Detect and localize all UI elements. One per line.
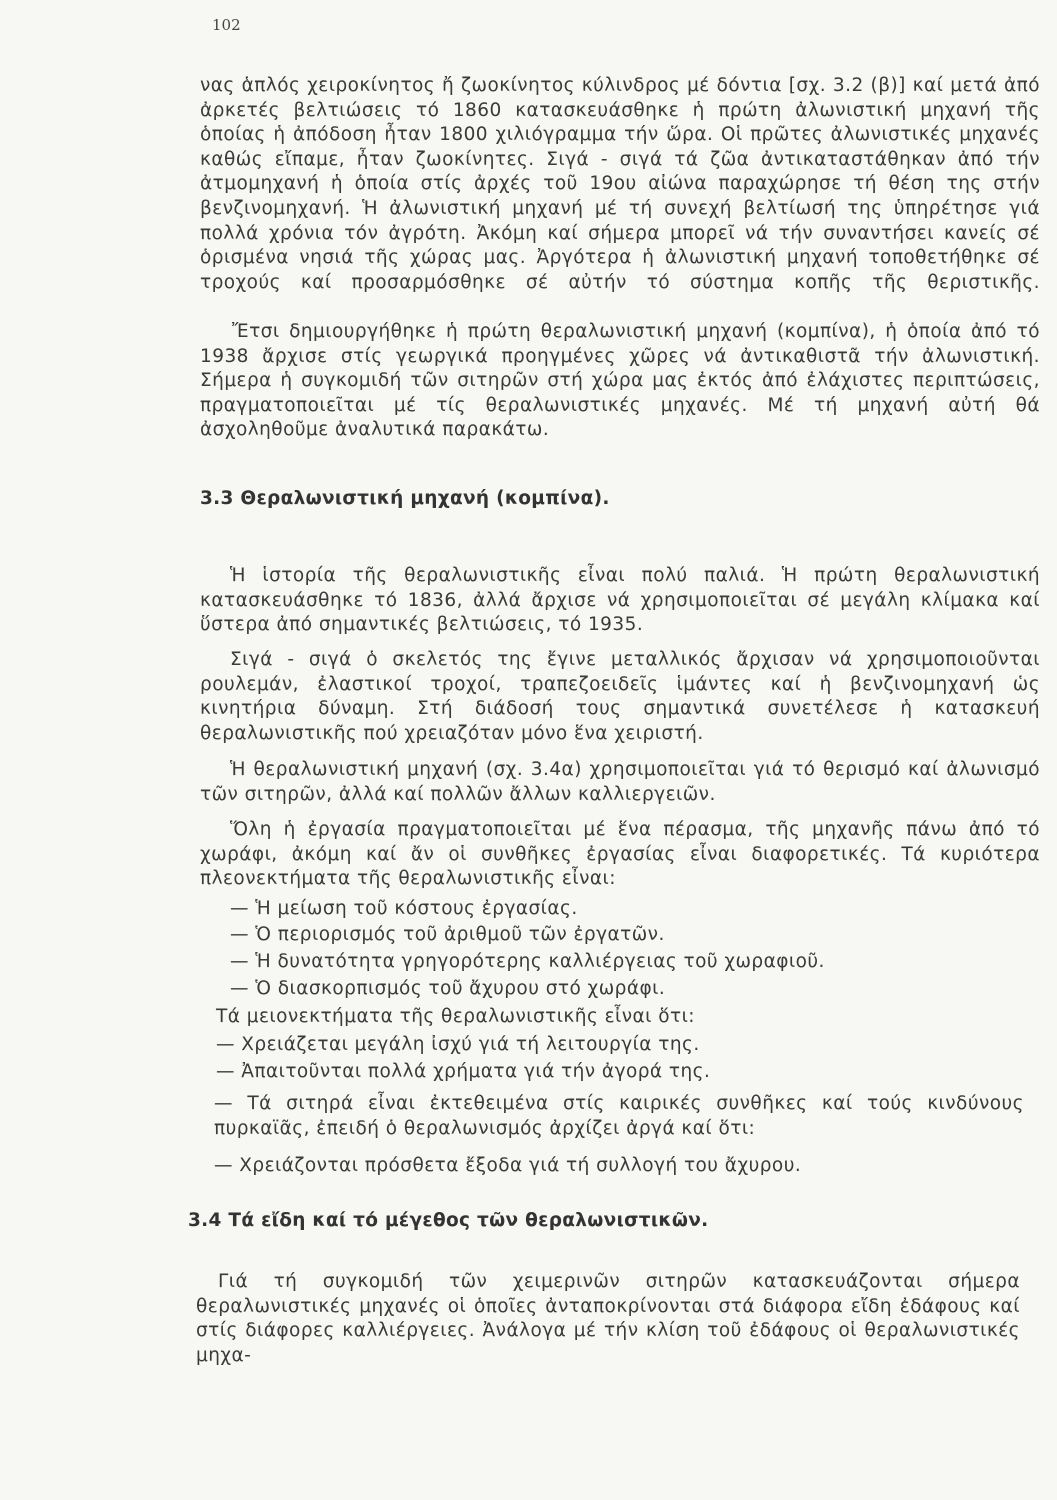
intro-paragraph-block [200,74,1040,295]
disadvantage-item-3-block [214,1092,1024,1141]
section-3-4-p1-block [196,1270,1020,1368]
disadvantages-intro: Τά μειονεκτήματα τῆς θεραλωνιστικῆς εἶναι ὅτι: [216,1006,695,1027]
advantage-item: — Ὁ περιορισμός τοῦ ἀριθμοῦ τῶν ἐργατῶν. [230,924,665,945]
disadvantage-item: — Χρειάζονται πρόσθετα ἔξοδα γιά τή συλλογή του ἄχυρου. [214,1155,802,1176]
section-3-4-paragraph-1: Γιά τή συγκομιδή τῶν χειμερινῶν σιτηρῶν κατασκευάζονται σήμερα θεραλωνιστικές μηχανές οἱ ὁποῖες ἀνταποκρίνονται στά διάφορα εἴδη ἐδάφους καί στίς διάφορες καλλιέργειες. Ἀνάλογα μέ τήν κλίση τοῦ ἐδάφους οἱ θεραλωνιστικές μηχα- [196,1271,1020,1366]
section-3-3-heading: 3.3 Θεραλωνιστική μηχανή (κομπίνα). [200,488,610,509]
second-paragraph: Ἔτσι δημιουργήθηκε ἡ πρώτη θεραλωνιστική μηχανή (κομπίνα), ἡ ὁποία ἀπό τό 1938 ἄρχισε στίς γεωργικά προηγμένες χῶρες νά ἀντικαθιστᾶ τήν ἀλωνιστική. Σήμερα ἡ συγκομιδή τῶν σιτηρῶν στή χώρα μας ἐκτός ἀπό ἐλάχιστες περιπτώσεις, πραγματοποιεῖται μέ τίς θεραλωνιστικές μηχανές. Μέ τή μηχανή αὐτή θά ἀσχοληθοῦμε ἀναλυτικά παρακάτω. [200,321,1040,441]
advantage-item: — Ὁ διασκορπισμός τοῦ ἄχυρου στό χωράφι. [230,978,666,999]
advantage-item: — Ἡ μείωση τοῦ κόστους ἐργασίας. [230,898,578,919]
section-3-3-p3-block [200,758,1040,807]
disadvantage-item: — Χρειάζεται μεγάλη ἰσχύ γιά τή λειτουργία της. [216,1034,700,1055]
disadvantage-item: — Τά σιτηρά εἶναι ἐκτεθειμένα στίς καιρικές συνθῆκες καί τούς κινδύνους πυρκαϊᾶς, ἐπειδή ὁ θεραλωνισμός ἀρχίζει ἀργά καί ὅτι: [214,1093,1024,1139]
section-3-3-p2-block [200,648,1040,746]
section-3-4-heading: 3.4 Τά εἴδη καί τό μέγεθος τῶν θεραλωνιστικῶν. [188,1210,709,1231]
advantage-item: — Ἡ δυνατότητα γρηγορότερης καλλιέργειας τοῦ χωραφιοῦ. [230,951,825,972]
section-3-3-paragraph-2: Σιγά - σιγά ὁ σκελετός της ἔγινε μεταλλικός ἄρχισαν νά χρησιμοποιοῦνται ρουλεμάν, ἐλαστικοί τροχοί, τραπεζοειδεῖς ἱμάντες καί ἡ βενζινομηχανή ὡς κινητήρια δύναμη. Στή διάδοσή τους σημαντικά συνετέλεσε ἡ κατασκευή θεραλωνιστικῆς πού χρειαζόταν μόνο ἕνα χειριστή. [200,649,1040,744]
section-3-3-paragraph-1: Ἡ ἱστορία τῆς θεραλωνιστικῆς εἶναι πολύ παλιά. Ἡ πρώτη θεραλωνιστική κατασκευάσθηκε τό 1836, ἀλλά ἄρχισε νά χρησιμοποιεῖται σέ μεγάλη κλίμακα καί ὕστερα ἀπό σημαντικές βελτιώσεις, τό 1935. [200,565,1040,636]
page-number: 102 [212,16,241,34]
section-3-3-paragraph-3: Ἡ θεραλωνιστική μηχανή (σχ. 3.4α) χρησιμοποιεῖται γιά τό θερισμό καί ἀλωνισμό τῶν σιτηρῶν, ἀλλά καί πολλῶν ἄλλων καλλιεργειῶν. [200,759,1040,805]
section-3-3-paragraph-4: Ὅλη ἡ ἐργασία πραγματοποιεῖται μέ ἕνα πέρασμα, τῆς μηχανῆς πάνω ἀπό τό χωράφι, ἀκόμη καί ἄν οἱ συνθῆκες ἐργασίας εἶναι διαφορετικές. Τά κυριότερα πλεονεκτήματα τῆς θεραλωνιστικῆς εἶναι: [200,819,1040,890]
section-3-3-p4-block [200,818,1040,892]
second-paragraph-block [200,320,1040,443]
section-3-3-p1-block [200,564,1040,638]
disadvantage-item: — Ἀπαιτοῦνται πολλά χρήματα γιά τήν ἀγορά της. [216,1061,711,1082]
intro-paragraph: νας ἁπλός χειροκίνητος ἤ ζωοκίνητος κύλινδρος μέ δόντια [σχ. 3.2 (β)] καί μετά ἀπό ἀρκετές βελτιώσεις τό 1860 κατασκευάσθηκε ἡ πρώτη ἀλωνιστική μηχανή τῆς ὁποίας ἡ ἀπόδοση ἦταν 1800 χιλιόγραμμα τήν ὥρα. Οἱ πρῶτες ἀλωνιστικές μηχανές καθώς εἴπαμε, ἦταν ζωοκίνητες. Σιγά - σιγά τά ζῶα ἀντικαταστάθηκαν ἀπό τήν ἀτμομηχανή ἡ ὁποία στίς ἀρχές τοῦ 19ου αἰώνα παραχώρησε τή θέση της στήν βενζινομηχανή. Ἡ ἀλωνιστική μηχανή μέ τή συνεχή βελτίωσή της ὑπηρέτησε γιά πολλά χρόνια τόν ἀγρότη. Ἀκόμη καί σήμερα μπορεῖ νά τήν συναντήσει κανείς σέ ὁρισμένα νησιά τῆς χώρας μας. Ἀργότερα ἡ ἀλωνιστική μηχανή τοποθετήθηκε σέ τροχούς καί προσαρμόσθηκε σέ αὐτήν τό σύστημα κοπῆς τῆς θεριστικῆς. [200,75,1040,293]
